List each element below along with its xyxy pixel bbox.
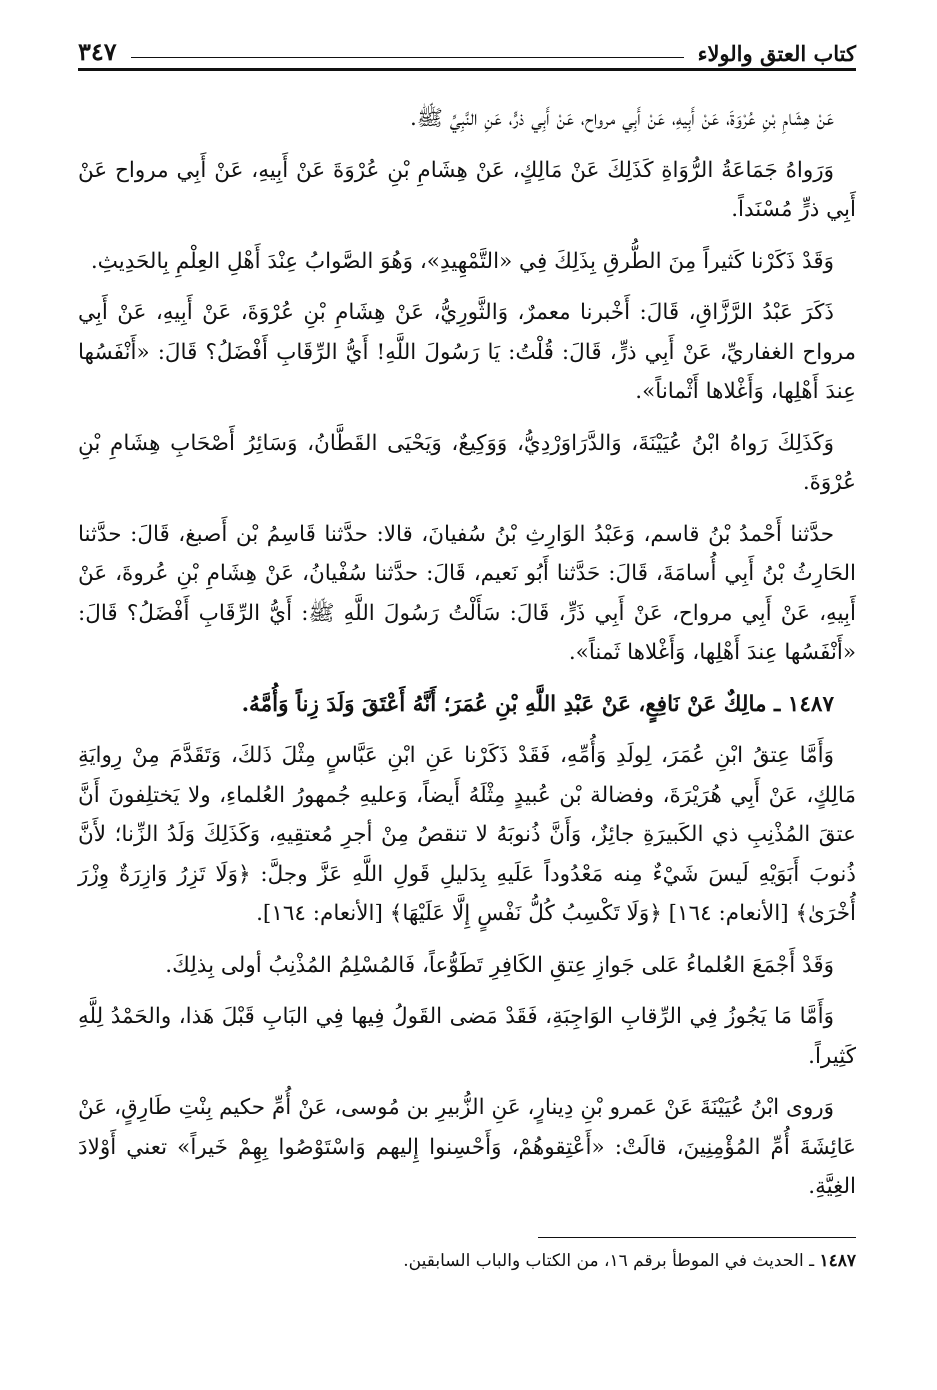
paragraph: وَأَمَّا مَا يَجُوزُ فِي الرِّقابِ الوَاجِبَةِ، فَقَدْ مَضى القَولُ فِيها فِي البَابِ قَبْلَ هَذا، والحَمْدُ لِلَّهِ كَثِيراً.	[78, 1004, 856, 1069]
running-title: كتاب العتق والولاء	[697, 41, 856, 66]
paragraph: وَقَدْ أَجْمَعَ العُلماءُ عَلى جَوازِ عِتقِ الكَافِرِ تَطَوُّعاً، فَالمُسْلِمُ المُذْنِبُ أولى بِذلِكَ.	[165, 952, 834, 978]
page-header	[78, 24, 856, 71]
paragraph: وَكَذَلِكَ رَواهُ ابْنُ عُيَيْنَةَ، وَالدَّرَاوَرْدِيُّ، وَوَكِيعٌ، وَيَحْيَى القَطَّانُ، وَسَائِرُ أَصْحَابِ هِشَامِ بْنِ عُرْوَةَ.	[78, 430, 856, 495]
footnote-separator	[538, 1237, 856, 1238]
footnote-separator-wrap	[78, 1219, 856, 1238]
paragraph: حدَّثنا أَحْمدُ بْنُ قاسم، وَعَبْدُ الوَارِثِ بْنُ سُفيانَ، قالا: حدَّثنا قَاسِمُ بْن أَصبغ، قَالَ: حدَّثنا الحَارِثُ بْنُ أَبِي أُسامَةَ، قَالَ: حَدَّثنا أَبُو نَعيم، قَالَ: حدَّثنا سُفْيانُ، عَنْ هِشَامِ بْنِ عُروةَ، عَنْ أَبِيهِ، عَنْ أَبِي مرواح، عَنْ أَبِي ذَرٍّ، قَالَ: سَأَلْتُ رَسُولَ اللَّهِ ﷺ: أَيُّ الرِّقَابِ أَفْضَلُ؟ قَالَ: «أَنْفَسُها عِندَ أَهْلِها، وَأَغْلاها ثَمناً».	[78, 521, 856, 665]
footnote	[78, 1246, 856, 1276]
paragraph: وَقَدْ ذَكَرْنا كَثيراً مِنَ الطُّرقِ بِذَلِكَ فِي «التَّمْهِيدِ»، وَهُوَ الصَّوابُ عِنْدَ أَهْلِ العِلْمِ بِالحَدِيثِ.	[90, 248, 834, 274]
footnote-number: ١٤٨٧	[819, 1250, 856, 1271]
hadith-number: ١٤٨٧	[787, 691, 834, 717]
hadith-entry	[78, 685, 856, 725]
footnote-text: ـ الحديث في الموطأ برقم ١٦، من الكتاب والباب السابقين.	[403, 1250, 815, 1271]
paragraph: عَنْ هِشَامِ بْنِ عُرْوَةَ، عَنْ أَبِيهِ، عَنْ أَبِي مرواح، عَنْ أَبِي ذرٍّ، عَنِ النَّبِيِّ ﷺ.	[410, 106, 834, 131]
paragraph: وَرَواهُ جَمَاعَةُ الرُّوَاةِ كَذَلِكَ عَنْ مَالِكٍ، عَنْ هِشَامِ بْنِ عُرْوَةَ عَنْ أَبِيهِ، عَنْ أَبِي مرواح عَنْ أَبِي ذرٍّ مُسْنَداً.	[78, 157, 856, 222]
book-page	[78, 24, 856, 1276]
paragraph: وَأَمَّا عِتقُ ابْنِ عُمَرَ، لِولَدِ وَأُمِّهِ، فَقَدْ ذَكَرْنا عَنِ ابْنِ عَبَّاسٍ مِثْلَ ذَلكَ، وَتَقَدَّمَ مِنْ رِوايَةِ مَالِكٍ، عَنْ أَبِي هُرَيْرَةَ، وفضالة بْن عُبيدٍ مِثْلَهُ أَيضاً، وَعليهِ جُمهورُ العُلماءِ، ولا يَختلِفونَ أَنَّ عتقَ المُذْنِبِ ذي الكَبيرَةِ جائِزٌ، وَأَنَّ ذُنوبَهُ لا تنقصُ مِنْ أجرِ مُعتقِيهِ، وَكَذَلِكَ وَلَدُ الزِّنا؛ لأَنَّ ذُنوبَ أَبَوَيْهِ لَيسَ شَيْءٌ مِنه مَعْدُوداً عَلَيهِ بِدَليلِ قَولِ اللَّهِ عَزَّ وجلَّ: ﴿وَلَا تَزِرُ وَازِرَةٌ وِزْرَ أُخْرَىٰ﴾ [الأنعام: ١٦٤] ﴿وَلَا تَكْسِبُ كُلُّ نَفْسٍ إِلَّا عَلَيْهَا﴾ [الأنعام: ١٦٤].	[78, 743, 856, 926]
hadith-text: ـ مالِكٌ عَنْ نَافِعٍ، عَنْ عَبْدِ اللَّهِ بْنِ عُمَرَ؛ أَنَّهُ أَعْتَقَ وَلَدَ زِناً وَأُمَّهُ.	[241, 691, 781, 717]
header-rule	[131, 57, 684, 58]
page-body	[78, 99, 856, 1207]
paragraph: وَروى ابْنُ عُيَيْنَةَ عَنْ عَمرو بْنِ دِينارٍ، عَنِ الزُّبيرِ بن مُوسى، عَنْ أُمِّ حكيم بِنْتِ طَارِقٍ، عَنْ عَائِشَةَ أُمِّ المُؤْمِنِينَ، قالَتْ: «أَعْتِقوهُمْ، وَأَحْسِنوا إِليهم وَاسْتَوْصُوا بِهِمْ خَيراً» تعني أَوْلادَ الغِيَّةِ.	[78, 1095, 856, 1199]
page-number: ٣٤٧	[78, 37, 117, 66]
paragraph: ذَكَرَ عَبْدُ الرَّزَّاقِ، قَالَ: أَخْبرنا معمرٌ، وَالثَّورِيُّ، عَنْ هِشَامِ بْنِ عُرْوَةَ، عَنْ أَبِيهِ، عَنْ أَبِي مرواح الغفاريِّ، عَنْ أَبِي ذرٍّ، قَالَ: قُلْتُ: يَا رَسُولَ اللَّهِ! أَيُّ الرِّقَابِ أَفْضَلُ؟ قَالَ: «أَنْفَسُها عِندَ أَهْلِها، وَأَغْلاها أَثْماناً».	[78, 300, 856, 404]
